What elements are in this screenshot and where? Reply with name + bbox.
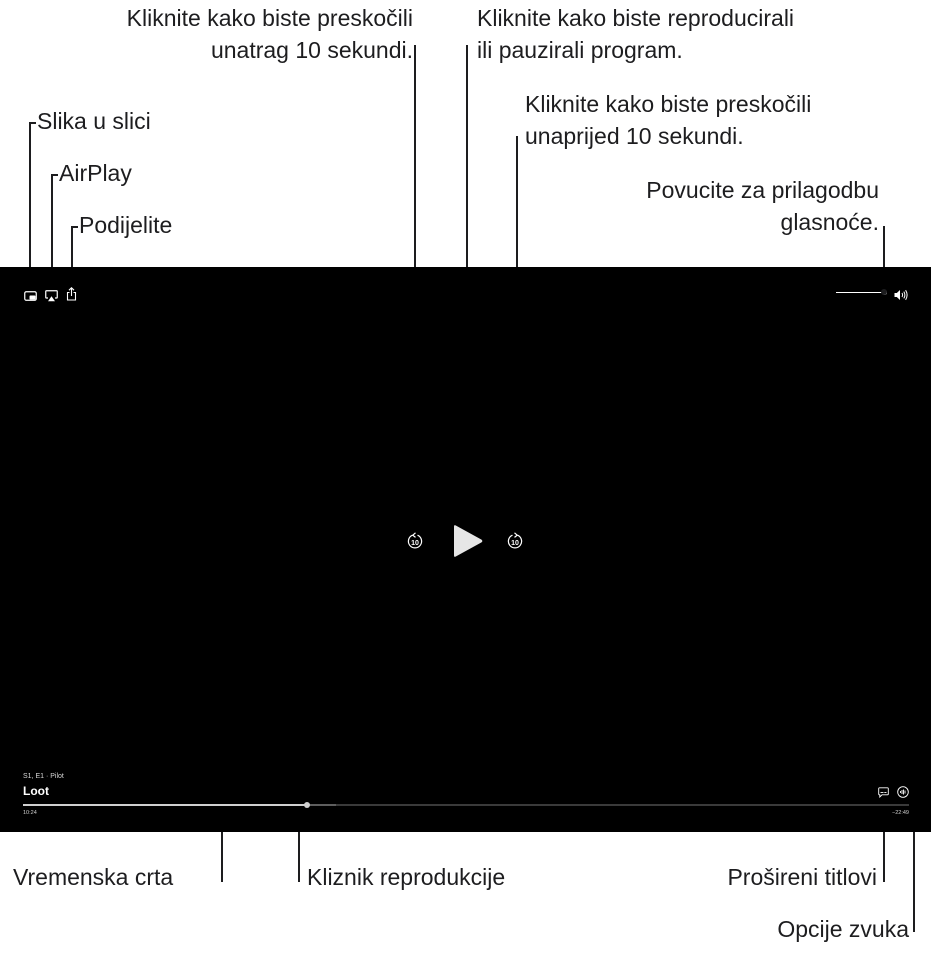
callout-playhead: Kliznik reprodukcije xyxy=(307,864,506,890)
callout-skip-forward: Kliknite kako biste preskočili unaprijed 10 sekundi. xyxy=(525,91,812,149)
leader-pip-hook xyxy=(29,122,36,124)
elapsed-time: 10:24 xyxy=(23,810,37,816)
leader-playhead xyxy=(298,832,300,882)
timeline-buffered xyxy=(310,804,336,806)
callout-airplay: AirPlay xyxy=(59,160,132,186)
callout-timeline: Vremenska crta xyxy=(13,864,174,890)
episode-label: S1, E1 · Pilot xyxy=(23,773,64,780)
skip-forward-10-icon xyxy=(507,532,523,550)
volume-track xyxy=(836,292,884,293)
skip-forward-button[interactable] xyxy=(507,532,523,550)
audio-options-button[interactable] xyxy=(897,785,909,797)
play-button[interactable] xyxy=(452,524,484,558)
leader-share-hook xyxy=(71,226,78,228)
leader-airplay xyxy=(51,174,53,267)
connector-dot-volume xyxy=(881,289,887,295)
video-player[interactable] xyxy=(0,267,931,832)
picture-in-picture-icon xyxy=(24,291,37,302)
callout-skip-back: Kliknite kako biste preskočili unatrag 10 sekundi. xyxy=(126,5,413,63)
callout-play-pause: Kliknite kako biste reproducirali ili pauzirali program. xyxy=(477,5,795,63)
callout-subtitles: Prošireni titlovi xyxy=(727,864,877,890)
leader-airplay-hook xyxy=(51,174,58,176)
timeline[interactable] xyxy=(23,802,909,808)
play-icon xyxy=(452,524,484,558)
audio-options-icon xyxy=(897,786,909,798)
skip-back-seconds: 10 xyxy=(411,539,419,547)
share-button[interactable] xyxy=(66,287,77,301)
volume-fill xyxy=(836,292,884,293)
callout-volume: Povucite za prilagodbu glasnoće. xyxy=(646,177,879,235)
subtitles-button[interactable] xyxy=(878,785,889,796)
airplay-icon xyxy=(45,290,58,302)
callout-audio-options: Opcije zvuka xyxy=(777,916,909,942)
leader-audio-options xyxy=(913,832,915,932)
playhead[interactable] xyxy=(304,802,310,808)
leader-subtitles xyxy=(883,832,885,882)
skip-back-button[interactable] xyxy=(407,532,423,550)
leader-volume xyxy=(883,226,885,267)
leader-skip-forward xyxy=(516,136,518,267)
airplay-button[interactable] xyxy=(45,289,58,301)
remaining-time: −22:49 xyxy=(892,810,909,816)
callout-share: Podijelite xyxy=(79,212,173,238)
callout-picture-in-picture: Slika u slici xyxy=(37,108,151,134)
leader-skip-back xyxy=(414,45,416,267)
picture-in-picture-button[interactable] xyxy=(24,289,37,300)
share-icon xyxy=(66,287,77,301)
leader-timeline xyxy=(221,832,223,882)
show-title: Loot xyxy=(23,784,49,798)
speaker-volume-icon xyxy=(894,289,908,301)
leader-pip xyxy=(29,122,31,267)
subtitles-icon xyxy=(878,787,889,798)
volume-button[interactable] xyxy=(894,288,908,300)
timeline-played xyxy=(23,804,307,806)
leader-play-pause xyxy=(466,45,468,267)
skip-forward-seconds: 10 xyxy=(511,539,519,547)
leader-share xyxy=(71,226,73,267)
skip-back-10-icon xyxy=(407,532,423,550)
